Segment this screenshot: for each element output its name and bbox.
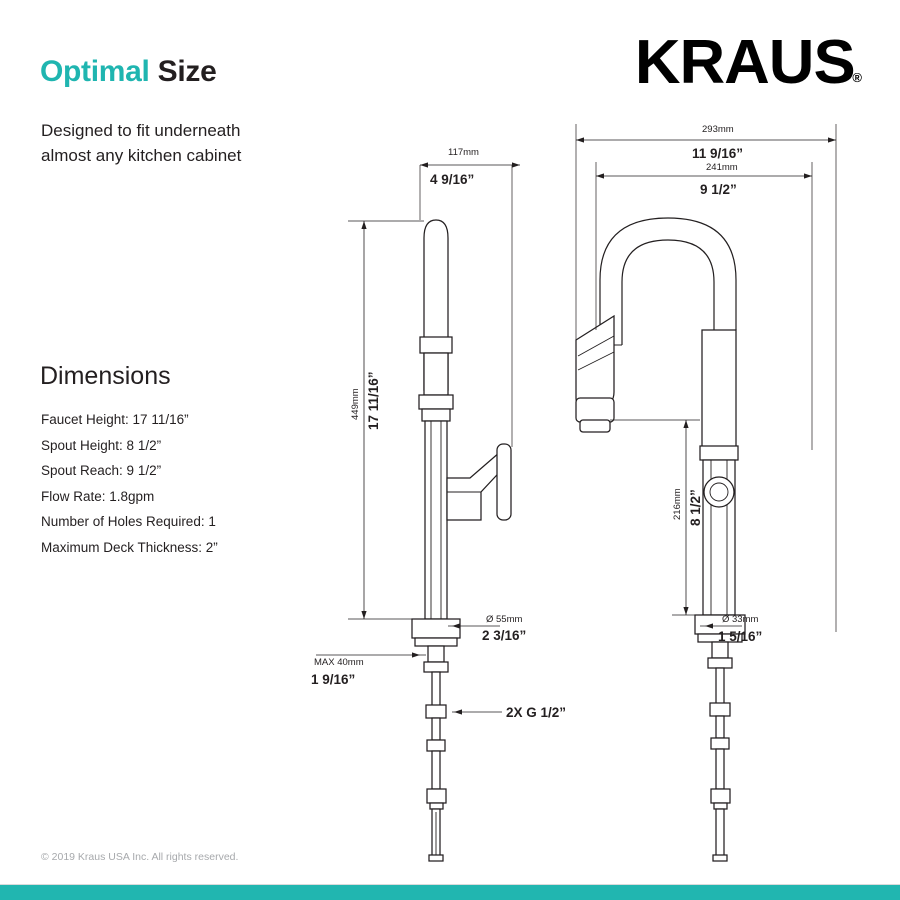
left-height-in: 17 11/16” xyxy=(366,371,381,430)
left-view-faucet xyxy=(412,220,511,861)
page-subtitle: Designed to fit underneath almost any kitchen cabinet xyxy=(41,121,242,165)
shank-dia-mm: Ø 33mm xyxy=(722,614,759,625)
left-height-mm: 449mm xyxy=(350,388,361,420)
list-item: Flow Rate: 1.8gpm xyxy=(41,488,155,504)
left-width-in: 4 9/16” xyxy=(430,172,475,187)
deck-max-mm: MAX 40mm xyxy=(314,657,364,668)
copyright-text: © 2019 Kraus USA Inc. All rights reserved. xyxy=(41,851,239,863)
list-item: Maximum Deck Thickness: 2” xyxy=(41,539,218,555)
left-view-thread-callout xyxy=(452,705,566,720)
thread-callout-label: 2X G 1/2” xyxy=(506,705,567,720)
left-width-mm: 117mm xyxy=(448,147,479,158)
base-dia-in: 2 3/16” xyxy=(482,628,527,643)
list-item: Spout Height: 8 1/2” xyxy=(41,437,162,453)
left-view-height-dimension xyxy=(348,221,424,619)
registered-trademark-icon: ® xyxy=(852,70,862,85)
base-dia-mm: Ø 55mm xyxy=(486,614,523,625)
list-item: Faucet Height: 17 11/16” xyxy=(41,412,189,427)
list-item: Spout Reach: 9 1/2” xyxy=(41,463,162,478)
right-view-spout-height-dimension xyxy=(610,420,703,615)
spout-height-mm: 216mm xyxy=(672,488,683,520)
footer-accent-bar xyxy=(0,885,900,900)
inner-reach-in: 9 1/2” xyxy=(700,182,737,197)
deck-max-in: 1 9/16” xyxy=(311,672,356,687)
left-view-base-diameter xyxy=(448,614,526,643)
shank-dia-in: 1 5/16” xyxy=(718,629,763,644)
kraus-logo-text: KRAUS xyxy=(634,28,855,97)
page-title-rest: Size xyxy=(149,55,217,88)
list-item: Number of Holes Required: 1 xyxy=(41,514,216,529)
page-title-accent: Optimal xyxy=(40,55,150,88)
outer-reach-mm: 293mm xyxy=(702,124,734,135)
left-view-deck-thickness xyxy=(311,652,426,687)
inner-reach-mm: 241mm xyxy=(706,162,738,173)
spout-height-in: 8 1/2” xyxy=(688,489,703,526)
dimensions-heading: Dimensions xyxy=(40,362,171,390)
outer-reach-in: 11 9/16” xyxy=(692,146,744,161)
right-view-faucet xyxy=(576,218,745,861)
